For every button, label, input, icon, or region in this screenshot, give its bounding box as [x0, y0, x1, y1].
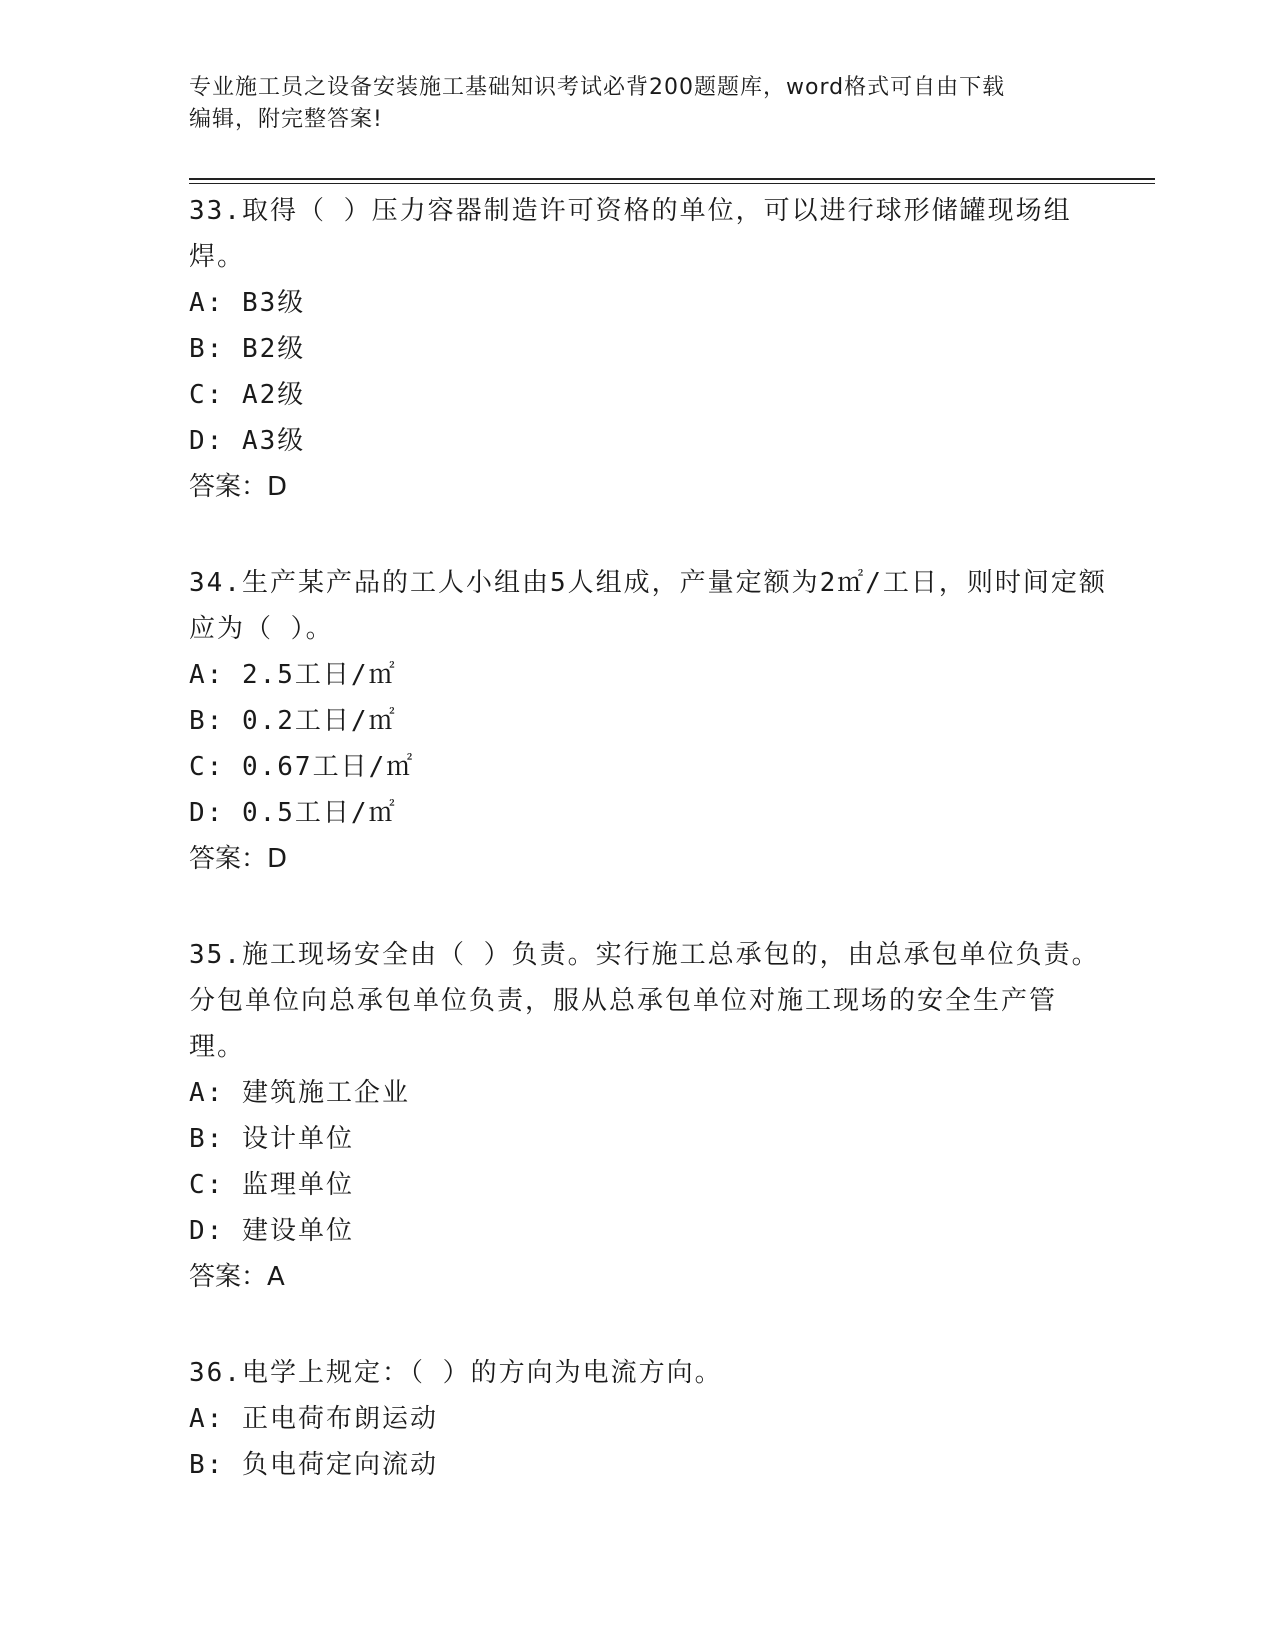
option-d: D: 建设单位 [189, 1216, 354, 1246]
header-divider-thick [189, 178, 1155, 180]
answer: 答案：A [189, 1262, 285, 1292]
question-text: 34.生产某产品的工人小组由5人组成，产量定额为2㎡/工日，则时间定额应为（ ）。 [189, 568, 1107, 644]
option-d: D: 0.5工日/㎡ [189, 798, 397, 828]
option-c: C: 0.67工日/㎡ [189, 752, 415, 782]
answer: 答案：D [189, 844, 288, 874]
question-text: 33.取得（ ）压力容器制造许可资格的单位，可以进行球形储罐现场组焊。 [189, 196, 1072, 272]
option-c: C: A2级 [189, 380, 306, 410]
option-b: B: 设计单位 [189, 1124, 354, 1154]
question-text: 36.电学上规定：（ ）的方向为电流方向。 [189, 1358, 723, 1388]
option-a: A: 2.5工日/㎡ [189, 660, 397, 690]
question-list [189, 188, 1109, 1538]
answer: 答案：D [189, 472, 288, 502]
option-c: C: 监理单位 [189, 1170, 354, 1200]
question-33 [189, 188, 1109, 510]
header-line-2: 编辑，附完整答案! [189, 107, 383, 132]
header-line-1: 专业施工员之设备安装施工基础知识考试必背200题题库，word格式可自由下载 [189, 75, 1006, 100]
question-35 [189, 932, 1109, 1300]
option-a: A: 建筑施工企业 [189, 1078, 410, 1108]
header-divider-thin [189, 183, 1155, 184]
option-b: B: B2级 [189, 334, 306, 364]
option-d: D: A3级 [189, 426, 306, 456]
question-34 [189, 560, 1109, 882]
option-b: B: 负电荷定向流动 [189, 1450, 438, 1480]
question-text: 35.施工现场安全由（ ）负责。实行施工总承包的，由总承包单位负责。分包单位向总承包单位负责，服从总承包单位对施工现场的安全生产管理。 [189, 940, 1100, 1062]
question-36 [189, 1350, 1109, 1488]
option-b: B: 0.2工日/㎡ [189, 706, 397, 736]
document-header [189, 72, 1089, 136]
option-a: A: B3级 [189, 288, 306, 318]
option-a: A: 正电荷布朗运动 [189, 1404, 438, 1434]
